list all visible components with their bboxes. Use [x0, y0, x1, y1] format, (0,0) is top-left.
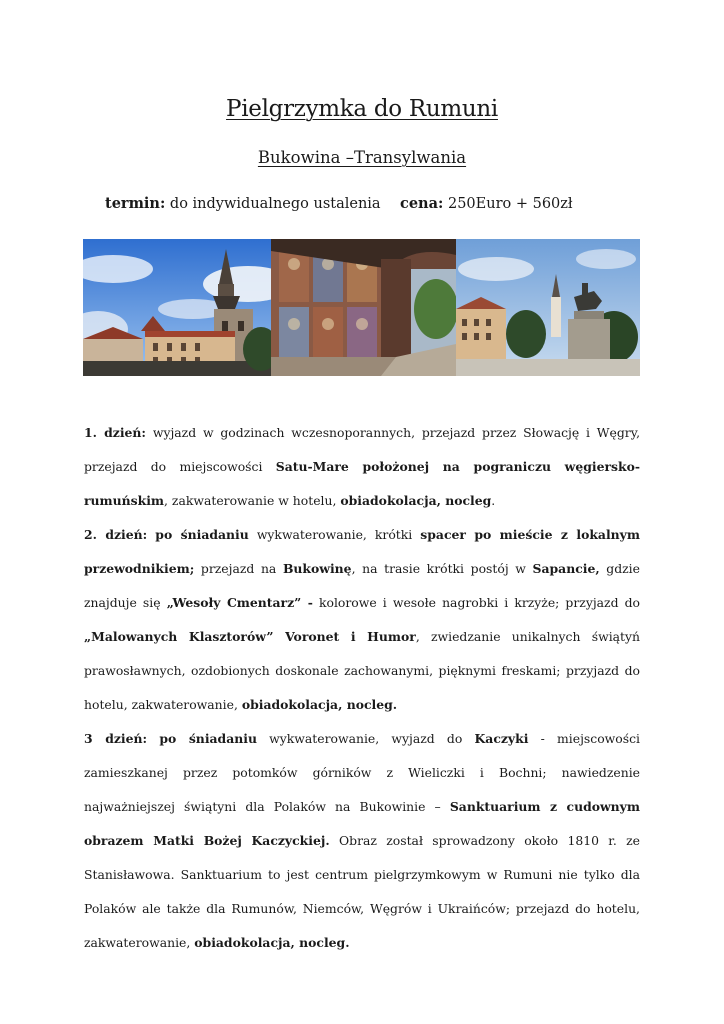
term-info: [105, 196, 381, 212]
day-2-label: 2. dzień:: [84, 527, 148, 542]
day-2-text: przejazd na: [194, 561, 283, 576]
day-3-text: Obraz został sprowadzony około 1810 r. ze Stanisławowa. Sanktuarium to jest centrum pielgrzymkowym w Rumuni nie tylko dla Polaków ale także dla Rumunów, Niemców, Węgrów i Ukraińców; przejazd do hotelu, zakwaterowanie,: [84, 833, 641, 950]
document-subtitle: Bukowina –Transylwania: [257, 148, 467, 167]
day-2-text: wykwaterowanie, krótki: [248, 527, 421, 542]
trip-meta: [105, 195, 684, 212]
day-3-sanctuary: Sanktuarium z cudownym obrazem Matki Bożej Kaczyckiej.: [84, 799, 640, 848]
day-1-destination: Satu-Mare położonej na pograniczu węgiersko-rumuńskim: [84, 459, 640, 508]
photo-strip: [83, 239, 640, 376]
day-1-paragraph: [84, 416, 640, 518]
day-2-sapanta: Sapancie,: [532, 561, 600, 576]
day-2-text: , zwiedzanie unikalnych świątyń prawosławnych, ozdobionych doskonale zachowanymi, pięknymi freskami; przyjazd do hotelu, zakwaterowanie,: [84, 629, 640, 712]
day-3-paragraph: [84, 722, 640, 960]
term-value: do indywidualnego ustalenia: [165, 196, 381, 212]
itinerary: [84, 416, 640, 960]
price-label: cena:: [400, 195, 444, 212]
day-2-painted-monasteries: „Malowanych Klasztorów” Voronet i Humor: [84, 629, 416, 644]
day-3-text: [147, 731, 159, 746]
day-1-meals: obiadokolacja, nocleg: [340, 493, 492, 508]
day-1-label: 1. dzień:: [84, 425, 147, 440]
day-2-bukowina: Bukowinę: [282, 561, 352, 576]
painted-monastery-fresco-photo: [271, 239, 456, 376]
document-title: Pielgrzymka do Rumuni: [226, 96, 498, 122]
day-2-merry-cemetery: „Wesoły Cmentarz” -: [166, 595, 313, 610]
day-3-text: wykwaterowanie, wyjazd do: [256, 731, 475, 746]
day-3-kaczyka: Kaczyki: [474, 731, 529, 746]
day-1-text: wyjazd w godzinach wczesnoporannych, przejazd przez Słowację i Węgry, przejazd do miejscowości: [84, 425, 641, 474]
day-2-breakfast: po śniadaniu: [155, 527, 249, 542]
city-square-equestrian-statue-photo: [456, 239, 640, 376]
day-1-text: .: [491, 493, 496, 508]
day-1-text: , zakwaterowanie w hotelu,: [164, 493, 341, 508]
price-value: 250Euro + 560zł: [443, 196, 573, 212]
day-3-meals: obiadokolacja, nocleg.: [194, 935, 350, 950]
day-2-city-walk: spacer po mieście z lokalnym przewodnikiem;: [84, 527, 640, 576]
day-3-label: 3 dzień:: [84, 731, 148, 746]
price-info: [400, 195, 573, 212]
day-2-paragraph: [84, 518, 640, 722]
day-3-breakfast: po śniadaniu: [159, 731, 257, 746]
sighisoara-clock-tower-photo: [83, 239, 271, 376]
day-2-meals: obiadokolacja, nocleg.: [241, 697, 398, 712]
day-2-text: , na trasie krótki postój w: [351, 561, 533, 576]
term-label: termin:: [105, 195, 166, 212]
day-2-text: kolorowe i wesołe nagrobki i krzyże; przyjazd do: [312, 595, 641, 610]
day-2-text: gdzie znajduje się: [84, 561, 640, 610]
day-3-text: - miejscowości zamieszkanej przez potomków górników z Wieliczki i Bochni; nawiedzenie najważniejszej świątyni dla Polaków na Bukowinie –: [84, 731, 640, 814]
